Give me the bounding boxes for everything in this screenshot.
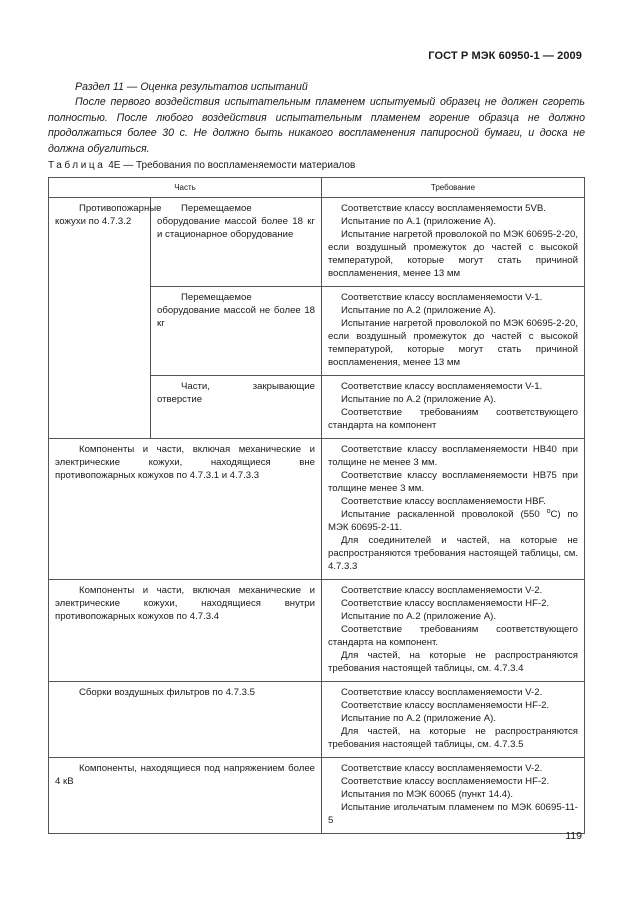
requirement-line: Соответствие классу воспламеняемости HF-2. — [341, 776, 550, 787]
part-text: Компоненты, находящиеся под напряжением более 4 кВ — [55, 763, 315, 787]
sub-part-text: Части, закрывающие отверстие — [157, 381, 315, 405]
requirement-line: Соответствие классу воспламеняемости НВ75 при толщине менее 3 мм. — [328, 470, 578, 494]
requirement-cell — [322, 198, 585, 287]
requirement-line: Испытания по МЭК 60065 (пункт 14.4). — [341, 789, 513, 800]
requirement-line: Соответствие классу воспламеняемости V-1. — [341, 292, 543, 303]
sub-part-cell — [151, 376, 322, 439]
section-title: Раздел 11 — Оценка результатов испытаний — [75, 81, 308, 93]
column-header-part: Часть — [49, 178, 322, 198]
requirement-line: Соответствие требованиям соответствующего стандарта на компонент — [328, 407, 578, 431]
requirement-line — [328, 508, 578, 534]
requirement-line: Соответствие классу воспламеняемости HBF. — [341, 496, 546, 507]
group-cell-fire-enclosures — [49, 198, 162, 439]
table-caption — [48, 160, 355, 171]
table-row — [49, 682, 585, 758]
table-header-row — [49, 178, 585, 198]
table-caption-title: — Требования по воспламеняемости материалов — [123, 160, 356, 171]
table-row — [49, 580, 585, 682]
table-row — [49, 439, 585, 580]
requirement-line: Для частей, на которые не распространяются требования настоящей таблицы, см. 4.7.3.4 — [328, 650, 578, 674]
sub-part-cell — [151, 198, 322, 287]
requirement-cell — [322, 580, 585, 682]
requirement-line: Соответствие классу воспламеняемости V-2. — [341, 585, 543, 596]
part-cell — [49, 439, 322, 580]
intro-paragraph: После первого воздействия испытательным пламенем испытуемый образец не должен сгореть полностью. После любого воздействия испытательным пламенем горение образца не должно продолжаться более 30 с. Не должно быть никакого воспламенения папиросной бумаги, и доска не должна обуглиться. — [48, 96, 585, 155]
table-row — [49, 758, 585, 834]
requirement-line: Соответствие классу воспламеняемости HF-2. — [341, 598, 550, 609]
intro-block — [48, 80, 585, 157]
part-cell — [49, 758, 322, 834]
part-text: Компоненты и части, включая механические и электрические кожухи, находящиеся вне противопожарных кожухов по 4.7.3.1 и 4.7.3.3 — [55, 444, 315, 481]
requirement-line: Испытание по А.2 (приложение А). — [341, 394, 497, 405]
requirement-line: Испытание нагретой проволокой по МЭК 60695-2-20, если воздушный промежуток до частей с высокой температурой, которые могут стать причиной воспламенения, менее 13 мм — [328, 229, 578, 279]
requirement-line: Для соединителей и частей, на которые не распространяются требования настоящей таблицы, см. 4.7.3.3 — [328, 535, 578, 572]
requirement-cell — [322, 439, 585, 580]
requirement-line: Соответствие классу воспламеняемости V-2. — [341, 763, 543, 774]
part-cell — [49, 682, 322, 758]
column-header-requirement: Требование — [322, 178, 585, 198]
requirement-line: Соответствие классу воспламеняемости V-1. — [341, 381, 543, 392]
requirement-line: Испытание по А.2 (приложение А). — [341, 611, 497, 622]
page-number: 119 — [565, 830, 582, 842]
requirement-line: Испытание по А.1 (приложение А). — [341, 216, 497, 227]
requirement-line: Испытание по А.2 (приложение А). — [341, 713, 497, 724]
requirement-line: Испытание по А.2 (приложение А). — [341, 305, 497, 316]
sub-part-cell — [151, 287, 322, 376]
degree-mark: о — [546, 507, 551, 515]
glow-wire-text: Испытание раскаленной проволокой (550 — [341, 509, 547, 520]
requirement-line: Соответствие классу воспламеняемости HF-2. — [341, 700, 550, 711]
part-cell — [49, 580, 322, 682]
part-text: Компоненты и части, включая механические и электрические кожухи, находящиеся внутри противопожарных кожухов по 4.7.3.4 — [55, 585, 315, 622]
requirement-line: Соответствие классу воспламеняемости V-2. — [341, 687, 543, 698]
requirement-line: Испытание игольчатым пламенем по МЭК 60695-11-5 — [328, 802, 578, 826]
table-caption-prefix: Таблица — [48, 160, 106, 171]
document-code-header: ГОСТ Р МЭК 60950-1 — 2009 — [428, 50, 582, 62]
requirement-line: Испытание нагретой проволокой по МЭК 60695-2-20, если воздушный промежуток до частей с высокой температурой, которые могут стать причиной воспламенения, менее 13 мм — [328, 318, 578, 368]
requirement-line: Соответствие требованиям соответствующего стандарта на компонент. — [328, 624, 578, 648]
flammability-table — [48, 177, 585, 834]
requirement-cell — [322, 758, 585, 834]
table-caption-number: 4Е — [108, 160, 121, 171]
requirement-line: Соответствие классу воспламеняемости НВ40 при толщине не менее 3 мм. — [328, 444, 578, 468]
group-label: Противопожарные кожухи по 4.7.3.2 — [55, 203, 162, 227]
sub-part-text: Перемещаемое оборудование массой более 18 кг и стационарное оборудование — [157, 203, 315, 240]
requirement-cell — [322, 376, 585, 439]
requirement-cell — [322, 287, 585, 376]
requirement-cell — [322, 682, 585, 758]
requirement-line: Соответствие классу воспламеняемости 5VB. — [341, 203, 546, 214]
sub-part-text: Перемещаемое оборудование массой не более 18 кг — [157, 292, 315, 329]
glow-wire-text-end: С) по МЭК 60695-2-11. — [328, 509, 578, 533]
part-text: Сборки воздушных фильтров по 4.7.3.5 — [79, 687, 255, 698]
table-row — [49, 198, 585, 287]
requirement-line: Для частей, на которые не распространяются требования настоящей таблицы, см. 4.7.3.5 — [328, 726, 578, 750]
